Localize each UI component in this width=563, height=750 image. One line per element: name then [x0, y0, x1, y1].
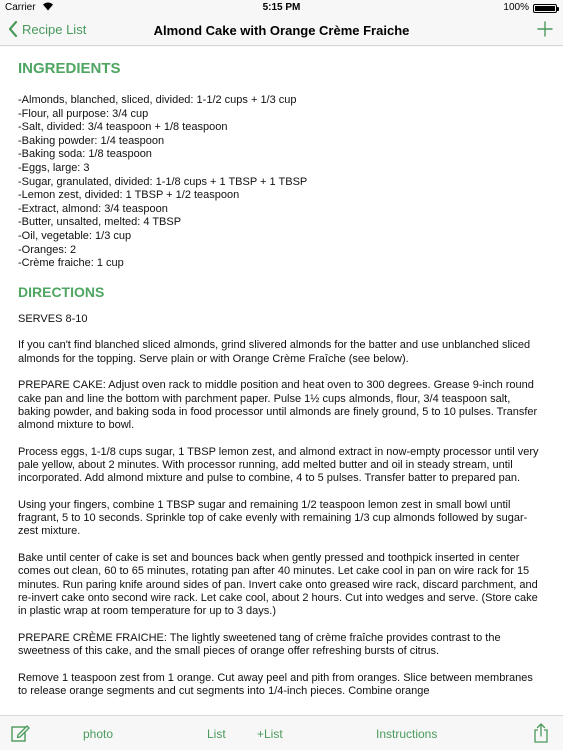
ingredient-item: -Extract, almond: 3/4 teaspoon: [18, 202, 168, 215]
ingredient-item: -Salt, divided: 3/4 teaspoon + 1/8 teaspoon: [18, 121, 228, 134]
ingredient-item: -Baking powder: 1/4 teaspoon: [18, 134, 165, 147]
direction-paragraph: Remove 1 teaspoon zest from 1 orange. Cut away peel and pith from oranges. Slice between membranes to release orange segments and cut segments into 1/4-inch pieces. Combine orange: [18, 671, 533, 698]
ingredient-item: -Crème fraiche: 1 cup: [18, 257, 124, 270]
tab-instructions[interactable]: Instructions: [376, 727, 438, 741]
ingredient-item: -Oranges: 2: [18, 243, 77, 256]
directions-text: [18, 313, 545, 699]
back-chevron-icon: [8, 21, 18, 37]
tab-add-list[interactable]: +List: [257, 727, 283, 741]
ingredient-item: -Eggs, large: 3: [18, 161, 90, 174]
back-button[interactable]: [8, 21, 86, 37]
edit-button[interactable]: [10, 723, 30, 748]
ingredient-item: -Lemon zest, divided: 1 TBSP + 1/2 teaspoon: [18, 189, 240, 202]
direction-paragraph: Using your fingers, combine 1 TBSP sugar and remaining 1/2 teaspoon lemon zest in small bowl until fragrant, 5 to 10 seconds. Sprinkle top of cake evenly with remaining 1/3 cup almonds followed by sugar-zest mixture.: [18, 498, 528, 538]
direction-paragraph: PREPARE CAKE: Adjust oven rack to middle position and heat oven to 300 degrees. Grease 9-inch round cake pan and line the bottom with parchment paper. Pulse 1½ cups almonds, flour, 3/4 teaspoon salt, baking powder, and baking soda in food processor until almonds are finely ground, 5 to 10 pulses. Transfer almond mixture to bowl.: [18, 379, 538, 432]
share-button[interactable]: [532, 722, 550, 749]
ingredient-item: -Flour, all purpose: 3/4 cup: [18, 107, 149, 120]
page-title: Almond Cake with Orange Crème Fraiche: [153, 23, 410, 38]
ingredient-item: -Butter, unsalted, melted: 4 TBSP: [18, 216, 182, 229]
carrier-label: Carrier: [5, 2, 36, 13]
bottom-toolbar: [0, 715, 563, 750]
direction-paragraph: If you can't find blanched sliced almonds, grind slivered almonds for the batter and use unblanched sliced almonds for the topping. Serve plain or with Orange Crème Fraîche (see below).: [18, 339, 531, 365]
direction-paragraph: Process eggs, 1-1/8 cups sugar, 1 TBSP lemon zest, and almond extract in now-empty processor until very pale yellow, about 2 minutes. With processor running, add melted butter and oil in steady stream, until incorporated. Add almond mixture and pulse to combine, 4 to 5 pulses. Transfer batter to prepared pan.: [18, 445, 539, 485]
back-button-label: Recipe List: [22, 21, 87, 37]
add-icon: [537, 21, 553, 37]
navigation-bar: [0, 16, 563, 46]
recipe-content[interactable]: [0, 47, 563, 715]
edit-icon: [10, 723, 30, 743]
tab-list[interactable]: List: [207, 727, 226, 741]
ingredient-item: -Baking soda: 1/8 teaspoon: [18, 148, 152, 161]
directions-heading: DIRECTIONS: [18, 283, 105, 300]
ingredient-item: -Sugar, granulated, divided: 1-1/8 cups + 1 TBSP + 1 TBSP: [18, 175, 308, 188]
battery-percent: 100%: [503, 2, 529, 13]
share-icon: [532, 722, 550, 744]
ingredients-heading: INGREDIENTS: [18, 60, 121, 77]
status-bar: [0, 0, 563, 16]
direction-paragraph: PREPARE CRÈME FRAICHE: The lightly sweetened tang of crème fraîche provides contrast to the sweetness of this cake, and the small pieces of orange offer refreshing bursts of citrus.: [18, 631, 501, 658]
ingredient-item: -Oil, vegetable: 1/3 cup: [18, 229, 132, 242]
status-time: 5:15 PM: [262, 2, 301, 13]
tab-photo[interactable]: photo: [83, 727, 114, 741]
direction-paragraph: SERVES 8-10: [18, 312, 88, 325]
direction-paragraph: Bake until center of cake is set and bounces back when gently pressed and toothpick inserted in center comes out clean, 60 to 65 minutes, rotating pan after 40 minutes. Let cake cool in pan on wire rack for 15 minutes. Run paring knife around sides of pan. Invert cake onto greased wire rack, discard parchment, and re-invert cake onto second wire rack. Let cake cool, about 2 hours. Cut into wedges and serve. (Store cake in plastic wrap at room temperature for up to 3 days.): [18, 552, 538, 618]
add-button[interactable]: [537, 21, 553, 42]
ingredients-list: [18, 94, 545, 271]
ingredient-item: -Almonds, blanched, sliced, divided: 1-1/2 cups + 1/3 cup: [18, 94, 297, 106]
battery-icon: [533, 4, 557, 13]
